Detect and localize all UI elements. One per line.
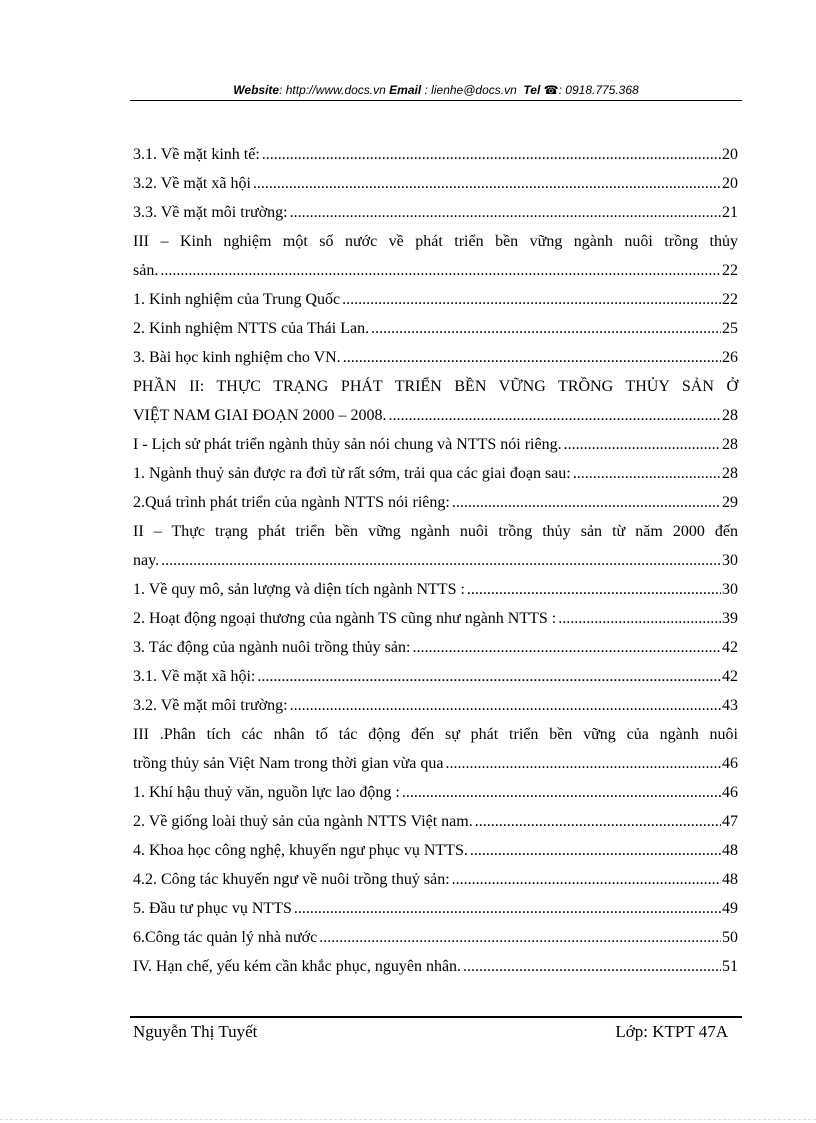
dot-leader — [371, 314, 721, 343]
toc-entry[interactable] — [133, 836, 738, 865]
toc-entry[interactable] — [133, 198, 738, 227]
toc-page-number: 21 — [722, 204, 738, 221]
toc-page-number: 20 — [722, 175, 738, 192]
website-value[interactable]: : http://www.docs.vn — [279, 83, 386, 97]
footer-author: Nguyễn Thị Tuyết — [133, 1022, 258, 1041]
dot-leader — [262, 140, 721, 169]
toc-entry-text: 1. Ngành thuỷ sản được ra đơì từ rất sớm, trải qua các giai đoạn sau: — [133, 465, 571, 482]
toc-page-number: 46 — [722, 755, 738, 772]
footer-rule — [130, 1016, 742, 1018]
dot-leader — [161, 546, 721, 575]
toc-entry[interactable] — [133, 517, 738, 546]
toc-entry[interactable] — [133, 401, 738, 430]
toc-entry[interactable] — [133, 720, 738, 749]
dot-leader — [253, 169, 721, 198]
dot-leader — [319, 923, 721, 952]
toc-page-number: 39 — [722, 610, 738, 627]
toc-entry[interactable] — [133, 633, 738, 662]
toc-entry-text: III .Phân tích các nhân tố tác động đến sự phát triển bền vững của ngành nuôi — [133, 726, 738, 743]
toc-entry-text: 1. Kinh nghiệm của Trung Quốc — [133, 291, 341, 308]
dot-leader — [290, 691, 721, 720]
toc-entry-text: 2.Quá trình phát triển của ngành NTTS nói riêng: — [133, 494, 450, 511]
dot-leader — [342, 285, 721, 314]
toc-entry[interactable] — [133, 865, 738, 894]
toc-entry[interactable] — [133, 430, 738, 459]
toc-page-number: 43 — [722, 697, 738, 714]
dot-leader — [467, 575, 721, 604]
toc-entry[interactable] — [133, 372, 738, 401]
toc-entry[interactable] — [133, 662, 738, 691]
dot-leader — [452, 488, 721, 517]
toc-page-number: 25 — [722, 320, 738, 337]
website-label: Website — [233, 83, 280, 97]
toc-page-number: 28 — [722, 407, 738, 424]
toc-entry-text: 2. Về giống loài thuỷ sản của ngành NTTS Việt nam. — [133, 813, 473, 830]
toc-page-number: 28 — [722, 465, 738, 482]
toc-entry[interactable] — [133, 604, 738, 633]
toc-page-number: 47 — [722, 813, 738, 830]
toc-entry-text: 5. Đầu tư phục vụ NTTS — [133, 900, 292, 917]
toc-entry-text: 2. Hoạt động ngoại thương của ngành TS cũng như ngành NTTS : — [133, 610, 557, 627]
toc-entry-text: VIỆT NAM GIAI ĐOẠN 2000 – 2008. — [133, 407, 387, 424]
dot-leader — [564, 430, 721, 459]
dot-leader — [446, 749, 722, 778]
toc-entry-text: 1. Khí hậu thuỷ văn, nguồn lực lao động : — [133, 784, 400, 801]
page-header — [130, 80, 742, 100]
toc-entry-text: IV. Hạn chế, yếu kém cần khắc phục, nguyên nhân. — [133, 958, 462, 975]
toc-page-number: 28 — [722, 436, 738, 453]
toc-page-number: 48 — [722, 842, 738, 859]
header-rule — [130, 100, 742, 101]
toc-entry[interactable] — [133, 459, 738, 488]
dot-leader — [402, 778, 721, 807]
table-of-contents — [133, 140, 738, 981]
toc-entry[interactable] — [133, 169, 738, 198]
toc-entry-text: 3. Tác động của ngành nuôi trồng thủy sản: — [133, 639, 411, 656]
tel-value: : 0918.775.368 — [558, 83, 639, 97]
toc-entry-text: 2. Kinh nghiệm NTTS của Thái Lan. — [133, 320, 370, 337]
toc-entry[interactable] — [133, 807, 738, 836]
page-edge — [0, 1119, 816, 1120]
toc-entry[interactable] — [133, 285, 738, 314]
dot-leader — [343, 343, 721, 372]
toc-entry[interactable] — [133, 343, 738, 372]
toc-page-number: 22 — [722, 262, 738, 279]
toc-entry[interactable] — [133, 314, 738, 343]
footer-class: Lớp: KTPT 47A — [615, 1022, 728, 1041]
toc-entry-text: 6.Công tác quản lý nhà nước — [133, 929, 318, 946]
dot-leader — [463, 952, 721, 981]
dot-leader — [412, 633, 721, 662]
toc-entry[interactable] — [133, 749, 738, 778]
toc-entry-text: III – Kinh nghiệm một số nước về phát triển bền vững ngành nuôi trồng thủy — [133, 233, 738, 250]
dot-leader — [475, 807, 721, 836]
toc-page-number: 20 — [722, 146, 738, 163]
dot-leader — [388, 401, 721, 430]
toc-entry-text: 1. Về quy mô, sản lượng và diện tích ngành NTTS : — [133, 581, 465, 598]
toc-entry[interactable] — [133, 488, 738, 517]
dot-leader — [470, 836, 721, 865]
toc-page-number: 26 — [722, 349, 738, 366]
toc-entry-text: sản. — [133, 262, 159, 279]
toc-entry[interactable] — [133, 894, 738, 923]
toc-page-number: 49 — [722, 900, 738, 917]
dot-leader — [294, 894, 721, 923]
toc-entry[interactable] — [133, 778, 738, 807]
toc-entry[interactable] — [133, 546, 738, 575]
toc-page-number: 22 — [722, 291, 738, 308]
dot-leader — [290, 198, 721, 227]
toc-entry-text: 3.2. Về mặt xã hội — [133, 175, 251, 192]
toc-entry[interactable] — [133, 140, 738, 169]
toc-entry-text: II – Thực trạng phát triển bền vững ngành nuôi trồng thủy sản từ năm 2000 đến — [133, 523, 738, 540]
email-label: Email — [389, 83, 422, 97]
toc-entry[interactable] — [133, 227, 738, 256]
toc-entry[interactable] — [133, 923, 738, 952]
toc-entry-text: 4. Khoa học công nghệ, khuyến ngư phục vụ NTTS. — [133, 842, 468, 859]
toc-page-number: 30 — [722, 552, 738, 569]
tel-label: Tel — [523, 83, 541, 97]
toc-page-number: 46 — [722, 784, 738, 801]
dot-leader — [558, 604, 721, 633]
toc-page-number: 48 — [722, 871, 738, 888]
toc-entry[interactable] — [133, 952, 738, 981]
toc-entry-text: 3.3. Về mặt môi trường: — [133, 204, 288, 221]
dot-leader — [160, 256, 721, 285]
toc-entry-text: nay. — [133, 552, 160, 569]
dot-leader — [573, 459, 721, 488]
toc-entry-text: 3.1. Về mặt kinh tế: — [133, 146, 260, 163]
toc-page-number: 42 — [722, 639, 738, 656]
toc-entry[interactable] — [133, 691, 738, 720]
toc-entry-text: PHẦN II: THỰC TRẠNG PHÁT TRIỂN BỀN VỮNG TRỒNG THỦY SẢN Ở — [133, 378, 738, 395]
toc-entry[interactable] — [133, 256, 738, 285]
toc-entry[interactable] — [133, 575, 738, 604]
toc-page-number: 42 — [722, 668, 738, 685]
toc-entry-text: 3.2. Về mặt môi trường: — [133, 697, 288, 714]
phone-icon: ☎ — [543, 83, 559, 97]
toc-entry-text: 3. Bài học kinh nghiệm cho VN. — [133, 349, 341, 366]
toc-entry-text: trồng thủy sản Việt Nam trong thời gian vừa qua — [133, 755, 444, 772]
toc-entry-text: 3.1. Về mặt xã hội: — [133, 668, 256, 685]
toc-page-number: 29 — [722, 494, 738, 511]
toc-page-number: 50 — [722, 929, 738, 946]
email-value[interactable]: : lienhe@docs.vn — [424, 83, 517, 97]
toc-page-number: 30 — [722, 581, 738, 598]
toc-entry-text: I - Lịch sử phát triển ngành thủy sản nói chung và NTTS nói riêng. — [133, 436, 562, 453]
toc-page-number: 51 — [722, 958, 738, 975]
dot-leader — [452, 865, 721, 894]
dot-leader — [257, 662, 721, 691]
toc-entry-text: 4.2. Công tác khuyến ngư về nuôi trồng thuỷ sản: — [133, 871, 450, 888]
